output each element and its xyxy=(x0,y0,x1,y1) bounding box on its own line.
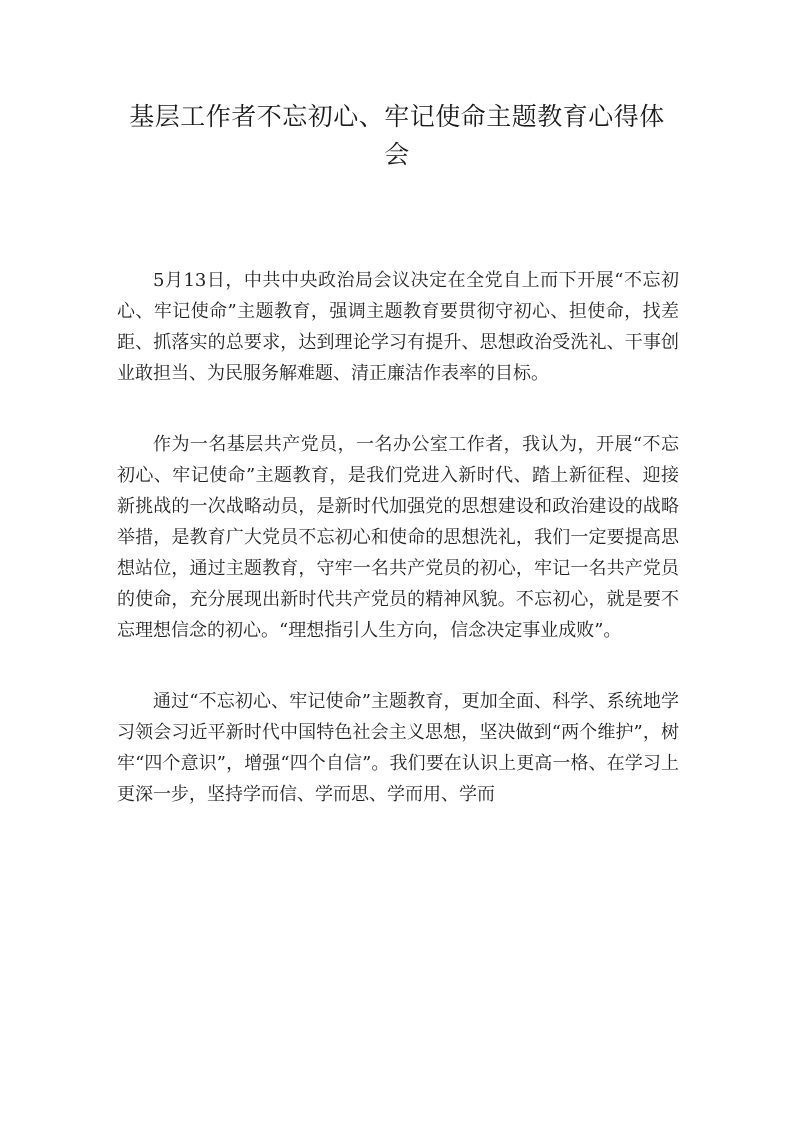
paragraph-3: 通过“不忘初心、牢记使命”主题教育，更加全面、科学、系统地学习领会习近平新时代中国特色社会主义思想，坚决做到“两个维护”，树牢“四个意识”，增强“四个自信”。我们要在认识上更高一格、在学习上更深一步，坚持学而信、学而思、学而用、学而 xyxy=(117,691,679,805)
paragraph-1: 5月13日，中共中央政治局会议决定在全党自上而下开展“不忘初心、牢记使命”主题教育，强调主题教育要贯彻守初心、担使命，找差距、抓落实的总要求，达到理论学习有提升、思想政治受洗礼、干事创业敢担当、为民服务解难题、清正廉洁作表率的目标。 xyxy=(117,270,679,384)
document-body xyxy=(117,265,679,850)
paragraph-2: 作为一名基层共产党员，一名办公室工作者，我认为，开展“不忘初心、牢记使命”主题教育，是我们党进入新时代、踏上新征程、迎接新挑战的一次战略动员，是新时代加强党的思想建设和政治建设的战略举措，是教育广大党员不忘初心和使命的思想洗礼，我们一定要提高思想站位，通过主题教育，守牢一名共产党员的初心，牢记一名共产党员的使命，充分展现出新时代共产党员的精神风貌。不忘初心，就是要不忘理想信念的初心。“理想指引人生方向，信念决定事业成败”。 xyxy=(117,434,679,641)
document-title: 基层工作者不忘初心、牢记使命主题教育心得体会 xyxy=(129,102,665,169)
